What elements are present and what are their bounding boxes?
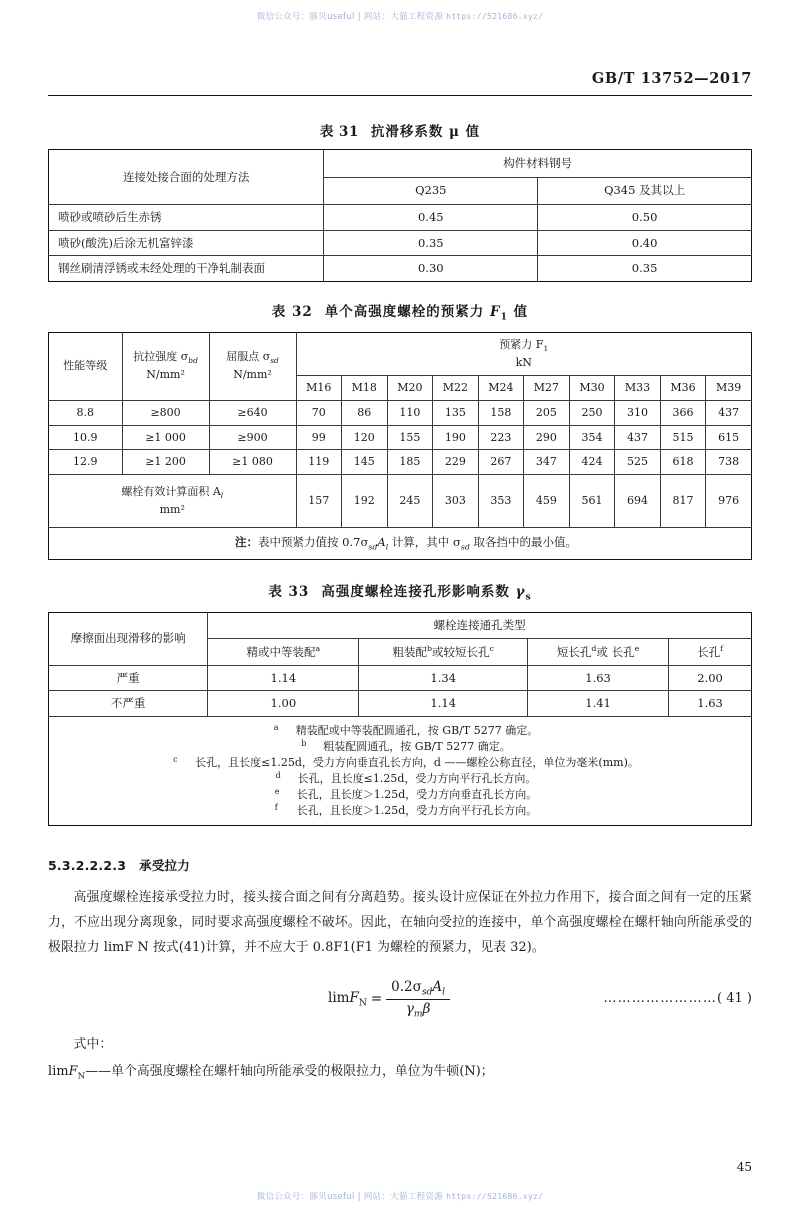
table-32-val: 366 [660,400,706,425]
table-row [49,332,752,375]
table-32-val: 205 [524,400,570,425]
table-31 [48,149,752,282]
table-32-val: 267 [478,450,524,475]
table-32-size-m33: M33 [615,375,661,400]
table-32-title-b: 值 [507,304,529,321]
footnote-c-text: 长孔，且长度≤1.25d，受力方向垂直孔长方向，d ——螺栓公称直径，单位为毫米(mm)。 [195,755,639,769]
table-row [49,205,752,231]
footnote-f [59,803,745,819]
table-row [49,475,752,528]
table-32-area-line1: 螺栓有效计算面积 A [121,485,221,499]
table-32-val: 618 [660,450,706,475]
table-32-preload-sub: 1 [543,343,549,353]
table-33-val: 1.63 [528,665,669,691]
watermark-url-bottom: https://521686.xyz/ [446,1192,544,1201]
page-content [48,108,752,1087]
footnote-c [59,755,745,771]
section-title: 承受拉力 [139,857,190,873]
table-32-yield-1: ≥640 [209,400,296,425]
table-33-col-2-label2: 或较短长孔 [432,644,490,659]
table-33-col-3-sup2: e [634,644,640,654]
table-32-note-b: A [377,535,386,550]
table-32-val: 185 [387,450,433,475]
table-31-title: 抗滑移系数 μ 值 [370,124,481,140]
table-31-col-q345: Q345 及其以上 [538,177,752,205]
table-32-val: 437 [706,400,752,425]
table-31-col-q235: Q235 [324,177,538,205]
table-32-area-val: 459 [524,475,570,528]
table-33-header-holetype: 螺栓连接通孔类型 [208,612,752,638]
section-paragraph: 高强度螺栓连接承受拉力时，接头接合面之间有分离趋势。接头设计应保证在外拉力作用下，接合面之间有一定的压紧力，不应出现分离现象，同时要求高强度螺栓不破坏。因此，在轴向受拉的连接中，单个高强度螺栓在螺杆轴向所能承受的极限拉力 limF N 按式(41)计算，并不应大于 0.8F1(F1 为螺栓的预紧力，见表 32)。 [48,889,752,955]
where-label: 式中： [73,1036,113,1052]
formula-equals: = [370,991,383,1008]
header-rule [48,95,752,96]
footnote-a-mark: a [273,723,279,733]
table-row [49,665,752,691]
table-32-note-a: 表中预紧力值按 0.7σ [258,535,369,550]
page-number: 45 [736,1160,752,1174]
where-item-1-sub: N [77,1071,86,1082]
table-32-tensile-unit: N/mm² [146,368,185,382]
formula-num-sub2: l [442,986,446,998]
table-32-tensile-1: ≥800 [122,400,209,425]
table-32-val: 515 [660,425,706,450]
table-33-col-3-sup: d [591,644,597,654]
table-32-val: 190 [433,425,479,450]
table-32-val: 347 [524,450,570,475]
table-32-size-m24: M24 [478,375,524,400]
watermark-url: https://521686.xyz/ [446,12,544,21]
table-32-title-sub: 1 [500,311,508,323]
watermark-bottom [0,1190,800,1202]
table-31-label: 表 31 [319,124,359,140]
where-item-1-desc: ——单个高强度螺栓在螺杆轴向所能承受的极限拉力，单位为牛顿(N)； [85,1063,494,1079]
table-32-yield-unit: N/mm² [233,368,272,382]
table-33-title-a: 高强度螺栓连接孔形影响系数 [321,584,516,601]
formula-dots: …………………… [603,990,718,1006]
table-33-col-3-label: 短长孔 [556,644,592,659]
table-32-val: 119 [296,450,342,475]
formula-lhs [328,990,367,1009]
formula-number: ( 41 ) [717,990,752,1006]
table-32-note-d: 取各挡中的最小值。 [469,535,577,550]
table-31-caption [48,120,752,140]
table-33-col-4-sup: f [720,644,723,654]
footnote-d-text: 长孔，且长度≤1.25d，受力方向平行孔长方向。 [297,771,537,785]
table-31-q235-1: 0.45 [324,205,538,231]
formula-fraction [386,979,450,1020]
table-32-val: 250 [569,400,615,425]
table-32-header-tensile [122,332,209,400]
table-32-label: 表 32 [271,304,313,321]
table-33-label: 表 33 [268,584,310,601]
formula-41-tag [603,991,752,1006]
formula-num-sub1: sd [421,986,433,998]
table-31-q235-2: 0.35 [324,230,538,256]
table-32-note-sub3: sd [460,542,470,552]
formula-den-b: β [422,1000,431,1017]
table-33-title-sub: s [525,591,532,603]
table-32-size-m30: M30 [569,375,615,400]
table-32-tensile-3: ≥1 200 [122,450,209,475]
footnote-a-text: 精装配或中等装配圆通孔，按 GB/T 5277 确定。 [295,724,539,738]
table-33-col-2 [359,638,528,665]
table-33-col-1-sup: a [315,644,321,654]
table-32-title-symbol: F [490,304,501,321]
table-row [49,256,752,282]
formula-numerator [386,979,450,1000]
table-33-col-3-label2: 或 长孔 [596,644,635,659]
table-33-header-effect: 摩擦面出现滑移的影响 [49,612,208,665]
table-32-area-val: 157 [296,475,342,528]
table-31-q345-2: 0.40 [538,230,752,256]
table-32-area-unit: mm² [159,503,185,517]
table-32-area-val: 694 [615,475,661,528]
table-32-val: 525 [615,450,661,475]
formula-f: F [349,989,359,1006]
formula-f-sub: N [358,997,367,1009]
table-32-size-m16: M16 [296,375,342,400]
table-32-size-m27: M27 [524,375,570,400]
table-32-grade-3: 12.9 [49,450,123,475]
watermark-text: 微信公众号：豚贝useful | 网站：大猫工程资源 [256,12,444,22]
table-32-size-m36: M36 [660,375,706,400]
table-32-size-m20: M20 [387,375,433,400]
watermark-top [0,10,800,22]
table-32-preload-unit: kN [515,355,532,369]
table-33-val: 1.14 [208,665,359,691]
table-32-header-grade: 性能等级 [49,332,123,400]
table-32-val: 86 [342,400,388,425]
table-32-val: 145 [342,450,388,475]
table-32-val: 99 [296,425,342,450]
table-32-grade-2: 10.9 [49,425,123,450]
table-32-val: 310 [615,400,661,425]
table-32-yield-3: ≥1 080 [209,450,296,475]
footnote-b-mark: b [301,739,307,749]
table-32-grade-1: 8.8 [49,400,123,425]
footnote-f-text: 长孔，且长度＞1.25d，受力方向平行孔长方向。 [296,803,538,817]
table-32-area-val: 303 [433,475,479,528]
section-heading [48,856,752,874]
table-32-val: 110 [387,400,433,425]
table-31-q345-1: 0.50 [538,205,752,231]
footnote-d-mark: d [275,770,281,780]
table-33-val: 1.41 [528,691,669,717]
table-32-yield-2: ≥900 [209,425,296,450]
table-row [49,528,752,560]
table-32-area-val: 353 [478,475,524,528]
table-31-method-3: 钢丝刷清浮锈或未经处理的干净轧制表面 [49,256,324,282]
table-32-area-val: 192 [342,475,388,528]
table-row [49,150,752,178]
table-32-val: 437 [615,425,661,450]
table-32-area-val: 976 [706,475,752,528]
table-row [49,425,752,450]
table-32-area-val: 561 [569,475,615,528]
section-number: 5.3.2.2.2.3 [48,857,127,873]
formula-41-row [48,979,752,1025]
formula-41 [328,979,450,1020]
table-32-val: 290 [524,425,570,450]
table-33-val: 1.34 [359,665,528,691]
footnote-d [59,771,745,787]
table-row [49,612,752,638]
footnote-f-mark: f [274,802,278,812]
table-33-caption [48,580,752,603]
table-32-size-m18: M18 [342,375,388,400]
table-33-val: 1.63 [669,691,752,717]
table-32-val: 155 [387,425,433,450]
table-row [49,230,752,256]
table-32-size-m22: M22 [433,375,479,400]
table-31-header-material: 构件材料钢号 [324,150,752,178]
table-33-title-symbol: γ [515,584,526,601]
table-32-tensile-sub: bd [188,356,198,366]
table-32-note [49,528,752,560]
table-32-area-label [49,475,297,528]
table-32-note-sub1: sd [368,542,378,552]
table-33-col-1-label: 精或中等装配 [246,644,316,659]
standard-number: GB/T 13752—2017 [591,70,752,87]
table-32-tensile-line1: 抗拉强度 σ [133,350,189,364]
table-31-header-method: 连接处接合面的处理方法 [49,150,324,205]
table-32-caption [48,300,752,323]
table-row [49,691,752,717]
table-32-note-prefix: 注： [235,535,259,550]
footnote-b-text: 粗装配圆通孔，按 GB/T 5277 确定。 [323,740,511,754]
formula-den-sub: m [413,1008,423,1020]
footnote-e [59,787,745,803]
table-33-effect-1: 严重 [49,665,208,691]
table-32-val: 120 [342,425,388,450]
table-32-val: 424 [569,450,615,475]
table-33-col-1 [208,638,359,665]
formula-num-a: 0.2σ [391,978,422,995]
table-32-val: 223 [478,425,524,450]
where-item-1 [48,1060,752,1086]
footnote-a [59,723,745,739]
table-32-area-val: 245 [387,475,433,528]
formula-lim: lim [328,989,350,1006]
footnote-e-text: 长孔，且长度＞1.25d，受力方向垂直孔长方向。 [296,787,538,801]
table-32-val: 354 [569,425,615,450]
table-row [49,717,752,826]
table-32-title-a: 单个高强度螺栓的预紧力 [324,304,490,321]
table-33-col-4 [669,638,752,665]
table-33-col-2-sup: b [427,644,433,654]
table-32-val: 615 [706,425,752,450]
footnote-e-mark: e [274,786,280,796]
table-33-col-2-sup2: c [489,644,494,654]
table-32-note-sub2: l [385,542,389,552]
table-32-note-c: 计算，其中 σ [388,535,461,550]
table-32-size-m39: M39 [706,375,752,400]
table-31-q345-3: 0.35 [538,256,752,282]
table-33-col-2-label: 粗装配 [392,644,428,659]
table-32-area-val: 817 [660,475,706,528]
watermark-text-bottom: 微信公众号：豚贝useful | 网站：大猫工程资源 [256,1192,444,1202]
table-32-tensile-2: ≥1 000 [122,425,209,450]
where-item-1-lim: lim [48,1063,69,1079]
table-33-effect-2: 不严重 [49,691,208,717]
table-32-val: 738 [706,450,752,475]
table-32-area-sub: l [220,491,224,501]
table-32 [48,332,752,560]
table-32-header-yield [209,332,296,400]
table-31-q235-3: 0.30 [324,256,538,282]
table-32-val: 135 [433,400,479,425]
table-32-header-preload [296,332,752,375]
table-32-val: 229 [433,450,479,475]
table-31-method-1: 喷砂或喷砂后生赤锈 [49,205,324,231]
where-item-1-symbol: F [68,1063,78,1079]
table-32-val: 158 [478,400,524,425]
table-32-val: 70 [296,400,342,425]
table-31-method-2: 喷砂(酸洗)后涂无机富锌漆 [49,230,324,256]
table-33 [48,612,752,826]
table-33-col-4-label: 长孔 [697,644,721,659]
table-32-preload-line1: 预紧力 F [499,337,544,351]
table-row [49,400,752,425]
footnote-b [59,739,745,755]
table-32-yield-line1: 屈服点 σ [226,350,271,364]
footnote-c-mark: c [173,754,178,764]
formula-denominator [386,1000,450,1020]
formula-den-a: γ [405,1000,414,1017]
formula-num-b: A [432,978,443,995]
table-row [49,450,752,475]
table-32-yield-sub: sd [270,356,279,366]
table-33-col-3 [528,638,669,665]
table-33-val: 1.00 [208,691,359,717]
table-33-val: 2.00 [669,665,752,691]
table-33-footnotes [49,717,752,826]
table-33-val: 1.14 [359,691,528,717]
